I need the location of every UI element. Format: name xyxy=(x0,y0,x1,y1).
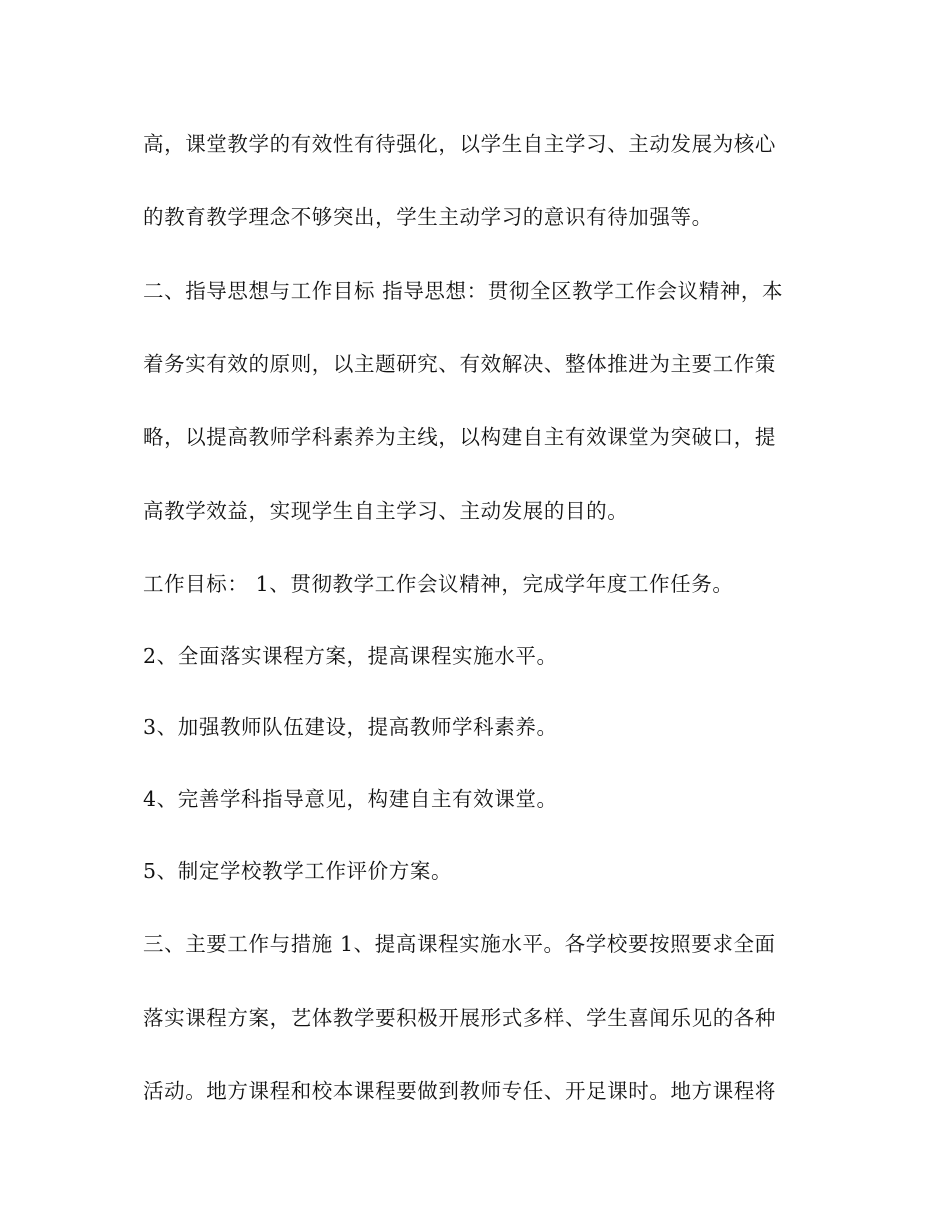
goals-heading-line: 工作目标： 1、贯彻教学工作会议精神，完成学年度工作任务。 xyxy=(143,572,734,596)
list-item: 5、制定学校教学工作评价方案。 xyxy=(143,859,453,883)
list-item: 4、完善学科指导意见，构建自主有效课堂。 xyxy=(143,787,558,811)
text-line: 的教育教学理念不够突出，学生主动学习的意识有待加强等。 xyxy=(143,205,713,229)
text-line: 落实课程方案，艺体教学要积极开展形式多样、学生喜闻乐见的各种 xyxy=(143,1006,776,1030)
list-item: 2、全面落实课程方案，提高课程实施水平。 xyxy=(143,644,558,668)
text-line: 略，以提高教师学科素养为主线，以构建自主有效课堂为突破口，提 xyxy=(143,425,776,449)
list-item: 3、加强教师队伍建设，提高教师学科素养。 xyxy=(143,715,558,739)
text-line: 着务实有效的原则，以主题研究、有效解决、整体推进为主要工作策 xyxy=(143,352,776,376)
section-heading-line: 二、指导思想与工作目标 指导思想：贯彻全区教学工作会议精神，本 xyxy=(143,279,784,303)
text-line: 高，课堂教学的有效性有待强化，以学生自主学习、主动发展为核心 xyxy=(143,132,776,156)
section-heading-line: 三、主要工作与措施 1、提高课程实施水平。各学校要按照要求全面 xyxy=(143,932,776,956)
text-line: 高教学效益，实现学生自主学习、主动发展的目的。 xyxy=(143,499,629,523)
text-line: 活动。地方课程和校本课程要做到教师专任、开足课时。地方课程将 xyxy=(143,1079,776,1103)
